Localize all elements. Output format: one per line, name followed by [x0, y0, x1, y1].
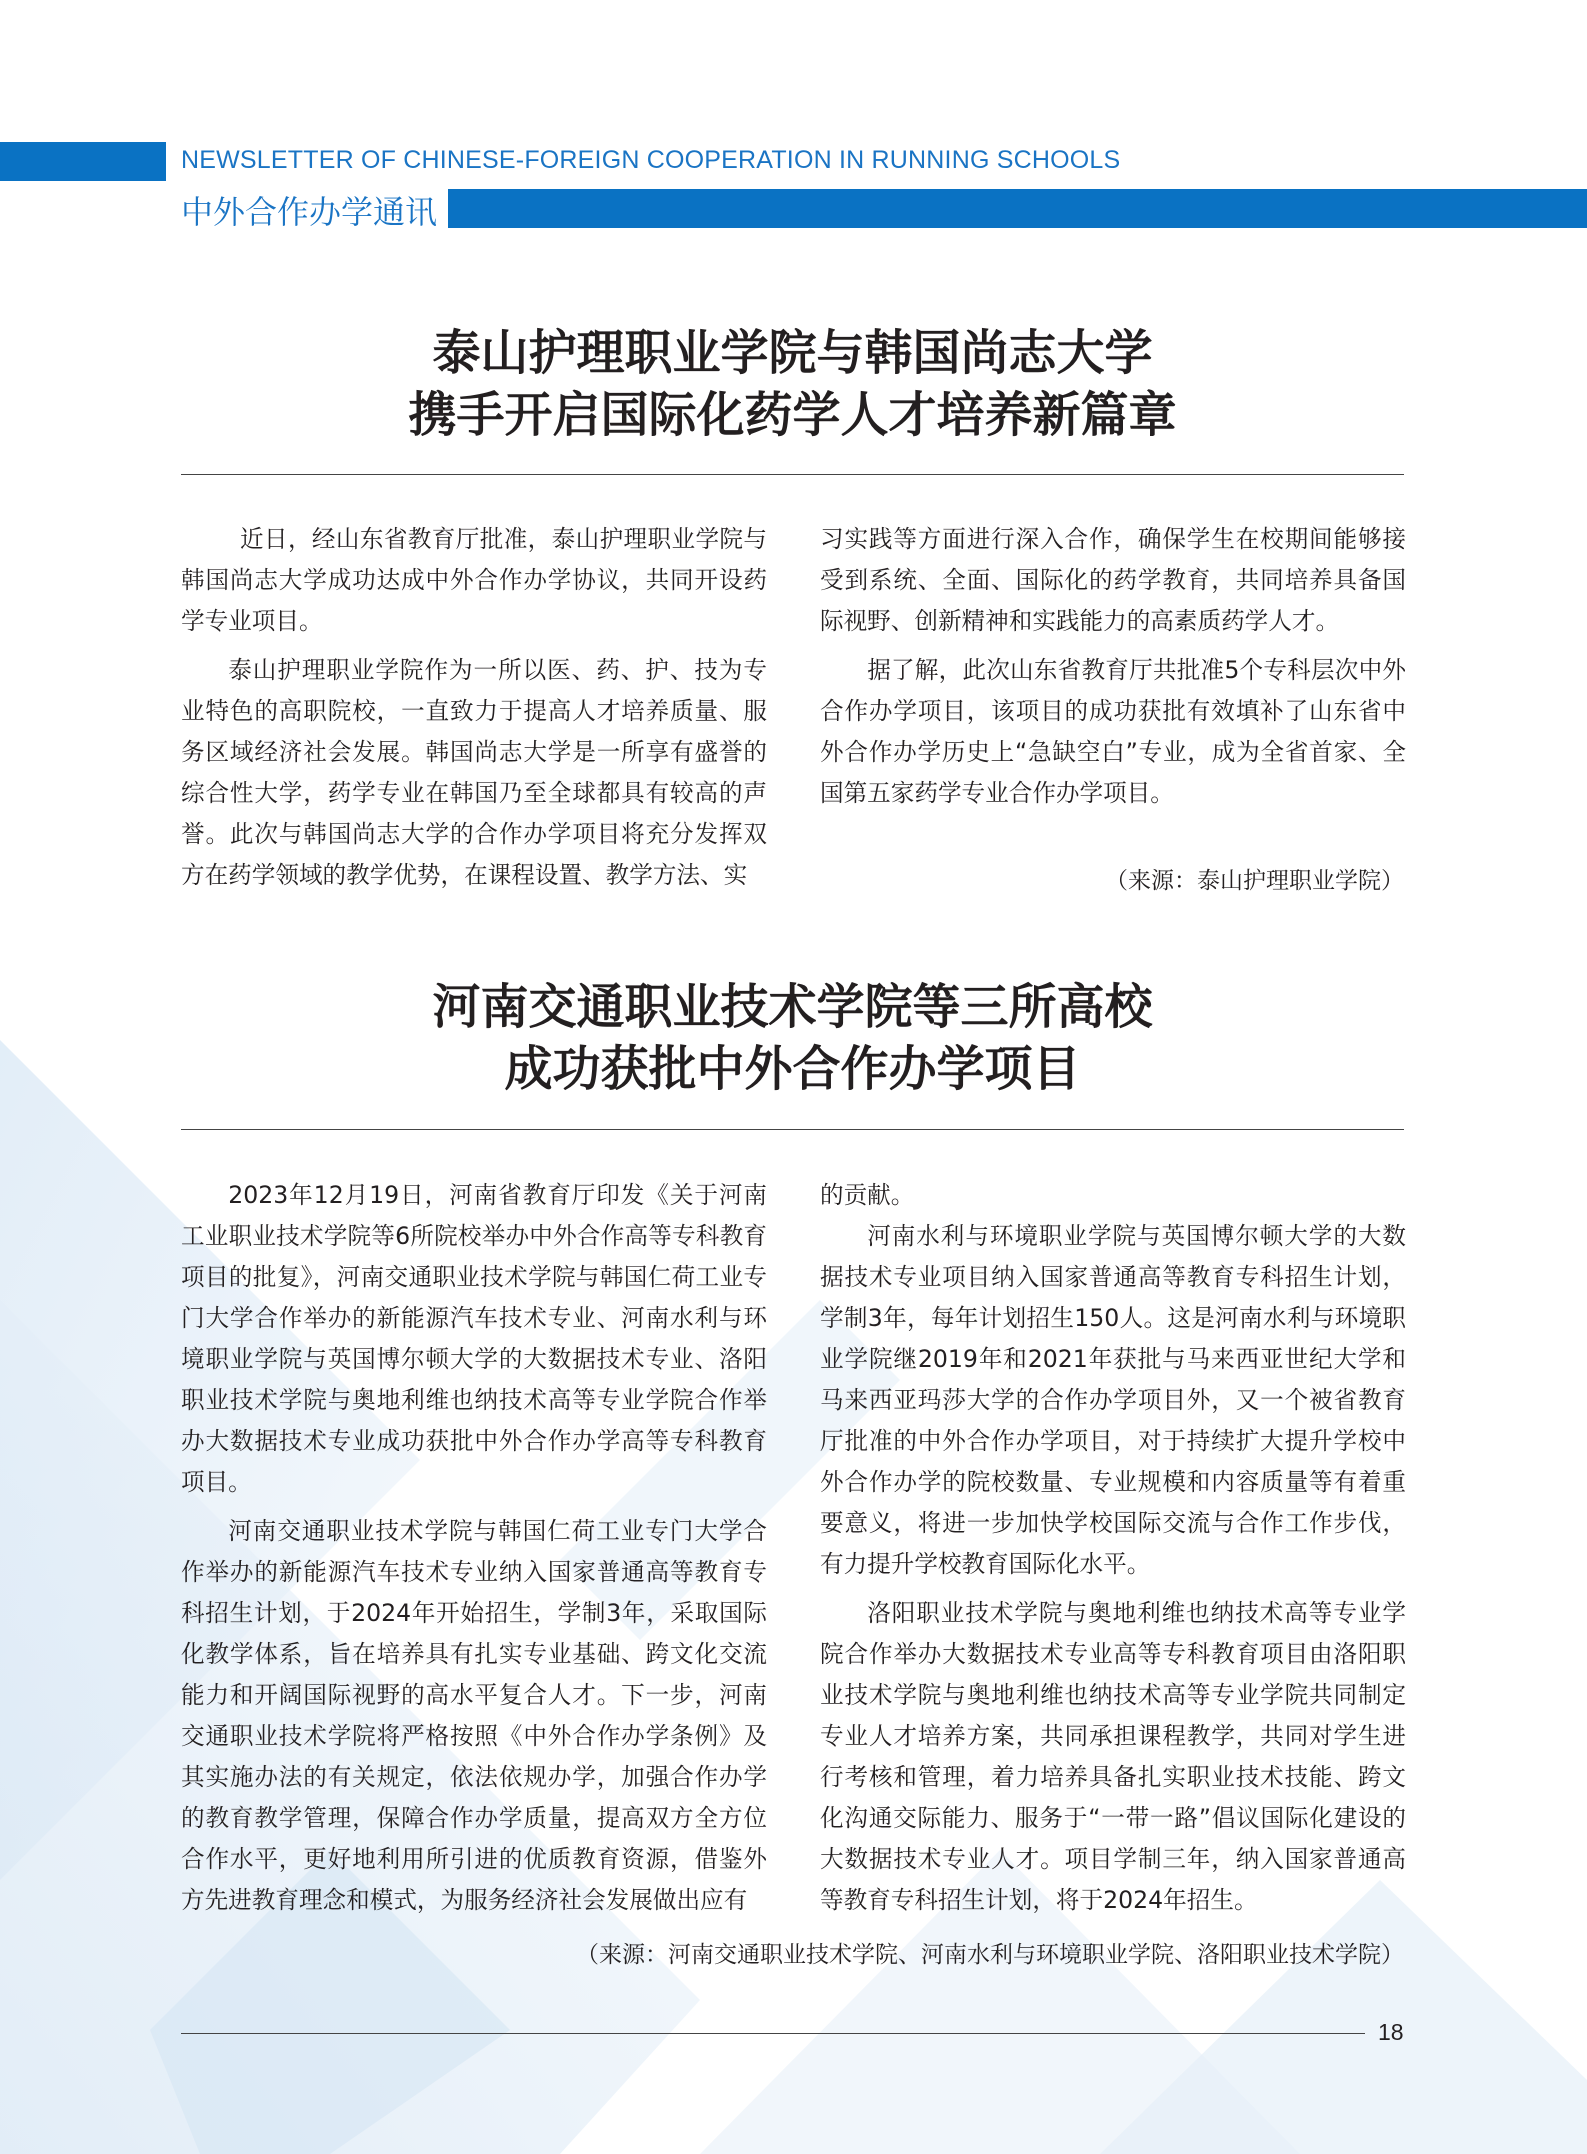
- paragraph: 的贡献。: [820, 1181, 915, 1209]
- paragraph: 习实践等方面进行深入合作，确保学生在校期间能够接受到系统、全面、国际化的药学教育，共同培养具备国际视野、创新精神和实践能力的高素质药学人才。: [820, 525, 1406, 635]
- article1-source: （来源：泰山护理职业学院）: [1105, 868, 1404, 894]
- article1-divider: [181, 474, 1404, 475]
- header-accent-bar-left: [0, 142, 166, 181]
- paragraph: 河南水利与环境职业学院与英国博尔顿大学的大数据技术专业项目纳入国家普通高等教育专科招生计划，学制3年，每年计划招生150人。这是河南水利与环境职业学院继2019年和2021年获批与马来西亚世纪大学和马来西亚玛莎大学的合作办学项目外，又一个被省教育厅批准的中外合作办学项目，对于持续扩大提升学校中外合作办学的院校数量、专业规模和内容质量等有着重要意义，将进一步加快学校国际交流与合作工作步伐，有力提升学校教育国际化水平。: [820, 1222, 1406, 1578]
- article1-title-line: 携手开启国际化药学人才培养新篇章: [408, 387, 1177, 443]
- article2-right-column: [820, 1175, 1406, 1929]
- paragraph: 泰山护理职业学院作为一所以医、药、护、技为专业特色的高职院校，一直致力于提高人才培养质量、服务区域经济社会发展。韩国尚志大学是一所享有盛誉的综合性大学，药学专业在韩国乃至全球都具有较高的声誉。此次与韩国尚志大学的合作办学项目将充分发挥双方在药学领域的教学优势，在课程设置、教学方法、实: [181, 656, 767, 889]
- paragraph: 2023年12月19日，河南省教育厅印发《关于河南工业职业技术学院等6所院校举办中外合作高等专科教育项目的批复》，河南交通职业技术学院与韩国仁荷工业专门大学合作举办的新能源汽车技术专业、河南水利与环境职业学院与英国博尔顿大学的大数据技术专业、洛阳职业技术学院与奥地利维也纳技术高等专业学院合作举办大数据技术专业成功获批中外合作办学高等专科教育项目。: [181, 1181, 767, 1496]
- paragraph: 近日，经山东省教育厅批准，泰山护理职业学院与韩国尚志大学成功达成中外合作办学协议，共同开设药学专业项目。: [181, 525, 767, 635]
- newsletter-chinese-title: 中外合作办学通讯: [181, 193, 438, 231]
- footer-divider: [181, 2033, 1365, 2034]
- paragraph: 据了解，此次山东省教育厅共批准5个专科层次中外合作办学项目，该项目的成功获批有效填补了山东省中外合作办学历史上“急缺空白”专业，成为全省首家、全国第五家药学专业合作办学项目。: [820, 656, 1406, 807]
- header-accent-bar-right: [448, 189, 1587, 228]
- article2-title-line: 成功获批中外合作办学项目: [504, 1041, 1081, 1097]
- page-number: 18: [1378, 2019, 1404, 2045]
- article1-title-line: 泰山护理职业学院与韩国尚志大学: [432, 325, 1153, 381]
- newsletter-english-title: NEWSLETTER OF CHINESE-FOREIGN COOPERATION IN RUNNING SCHOOLS: [181, 146, 1121, 174]
- article1-title: [181, 322, 1404, 446]
- article2-title-line: 河南交通职业技术学院等三所高校: [432, 979, 1153, 1035]
- article2-divider: [181, 1129, 1404, 1130]
- article2-left-column: [181, 1175, 767, 1929]
- paragraph: 河南交通职业技术学院与韩国仁荷工业专门大学合作举办的新能源汽车技术专业纳入国家普通高等教育专科招生计划，于2024年开始招生，学制3年，采取国际化教学体系，旨在培养具有扎实专业基础、跨文化交流能力和开阔国际视野的高水平复合人才。下一步，河南交通职业技术学院将严格按照《中外合作办学条例》及其实施办法的有关规定，依法依规办学，加强合作办学的教育教学管理，保障合作办学质量，提高双方全方位合作水平，更好地利用所引进的优质教育资源，借鉴外方先进教育理念和模式，为服务经济社会发展做出应有: [181, 1517, 767, 1914]
- paragraph: 洛阳职业技术学院与奥地利维也纳技术高等专业学院合作举办大数据技术专业高等专科教育项目由洛阳职业技术学院与奥地利维也纳技术高等专业学院共同制定专业人才培养方案，共同承担课程教学，共同对学生进行考核和管理，着力培养具备扎实职业技术技能、跨文化沟通交际能力、服务于“一带一路”倡议国际化建设的大数据技术专业人才。项目学制三年，纳入国家普通高等教育专科招生计划，将于2024年招生。: [820, 1599, 1406, 1914]
- article1-right-column: [820, 519, 1406, 822]
- article2-title: [181, 976, 1404, 1100]
- article2-source: （来源：河南交通职业技术学院、河南水利与环境职业学院、洛阳职业技术学院）: [576, 1942, 1404, 1968]
- article1-left-column: [181, 519, 767, 904]
